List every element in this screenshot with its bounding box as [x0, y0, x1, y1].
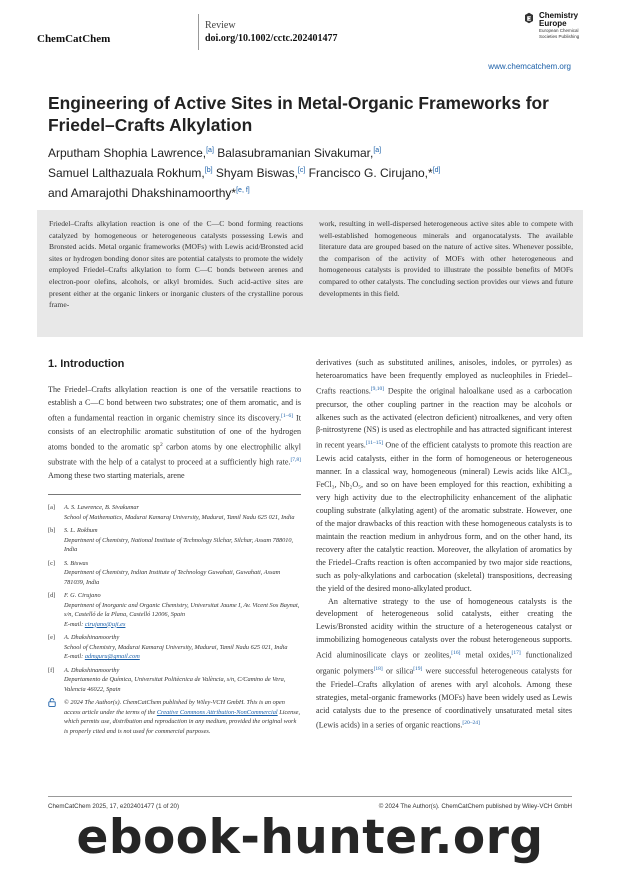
abstract-box: [37, 210, 583, 337]
abstract-left-column: Friedel–Crafts alkylation reaction is one of the C—C bond forming reactions catalyzed by homogeneous or heterogeneous catalysts possessing Lewis and Bronsted acids. Metal organic frameworks (MOFs) with Lewis acid/Bronsted acid sites or hydrogen bonding donor sites are potential catalysts to promote the widely employed Friedel–Crafts alkylation to form C—C bonds between arenes and electron-poor olefins, alcohols, or alkyl bromides. Such acid-active sites are present either at the organic linkers or inorganic clusters of the crystalline porous frame-: [49, 219, 303, 310]
affiliation-marker[interactable]: [a]: [373, 147, 382, 154]
affiliation-marker[interactable]: [a]: [206, 147, 214, 154]
text-run: Despite the original haloalkane used as a carbocation precursor, the other coupling partner in the reaction may be alcohols or alkenes such as the activated (electron deficient) nitroalkenes, and very often β-nitrostyrene (NS) is used as electrophile and has attracted significant interest in recent years.: [316, 386, 573, 451]
license-text: © 2024 The Author(s). ChemCatChem published by Wiley-VCH GmbH. This is an open access article under the terms of the: [64, 699, 285, 716]
affiliation-marker[interactable]: [c]: [297, 167, 306, 174]
affiliation-marker[interactable]: [e, f]: [236, 187, 250, 194]
affiliation-names: A. S. Lawrence, B. Sivakumar: [64, 504, 139, 511]
citation-link[interactable]: [17]: [511, 650, 521, 657]
text-run: One of the efficient catalysts to promote this reaction are Lewis acid catalysts, either in the form of homogeneous or heterogeneous manner. In a classical way, homogeneous (mineral) Lewis acids like AlCl₃, FeCl₃, Nb₂O₅, and so on have been employed for this reaction, exhibiting a very high activity due to the electrophilicity enhancement of the aliphatic coupling substrate (alkylating agent) of the aromatic substrate. However, one of the major drawbacks of this reaction with these homogeneous catalysts is to maintain the reaction medium in anhydrous form, and on the other hand, its recovery after the catalytic reaction. Moreover, the alkylation of aromatics by the Friedel–Crafts reaction is often accompanied by two major side reactions, such as poly-alkylations and carbocation (skeletal) transpositions, decreasing the yield of the desired mono-alkylated product.: [316, 441, 572, 593]
text-run: or silica: [382, 666, 414, 676]
email-link[interactable]: cirujano@uji.es: [84, 620, 126, 628]
affiliation-names: S. Biswas: [64, 559, 89, 567]
article-type: Review: [205, 20, 236, 31]
text-run: The Friedel–Crafts alkylation reaction is one of the versatile reactions to establish a C—C bond between two substrates; one of them aromatic, and is often a fundamental reaction in organic chemistry since its discovery.: [48, 385, 301, 423]
citation-link[interactable]: [1–6]: [281, 412, 294, 419]
author-name: Samuel Lalthazuala Rokhum,: [48, 166, 205, 180]
text-run: were successful heterogeneous catalysts for the Friedel–Crafts alkylation of arenes with aryl alcohols. Among these strategies, metal-organic frameworks (MOFs) have been widely used as Lewis acid catalysts due to the presence of coordinatively unsaturated metal sites (Lewis acids) in a series of organic reactions.: [316, 666, 572, 731]
journal-website-link[interactable]: www.chemcatchem.org: [488, 62, 571, 71]
author-name: Francisco G. Cirujano,*: [305, 166, 433, 180]
affiliation-marker[interactable]: [b]: [204, 167, 213, 174]
author-name: Balasubramanian Sivakumar,: [213, 146, 374, 160]
body-left-column: [48, 384, 301, 483]
publisher-name: Chemistry: [539, 11, 579, 20]
section-heading-introduction: 1. Introduction: [48, 358, 125, 370]
affiliation-tag: [d]: [48, 592, 56, 599]
publisher-subtitle: European Chemical: [539, 28, 579, 33]
affiliation-names: A. Dhakshinamoorthy: [64, 634, 120, 641]
affiliation-dept: Departamento de Química, Universitat Politècnica de València, s/n, C/Camino de Vera, Valencia 46022, Spain: [64, 676, 286, 693]
citation-link[interactable]: [16]: [451, 650, 461, 657]
affiliation-dept: School of Chemistry, Madurai Kamaraj University, Madurai, Tamil Nadu 625 021, India: [64, 643, 288, 651]
affiliation-item: [48, 559, 301, 588]
affiliation-tag: [f]: [48, 666, 55, 674]
doi-link[interactable]: doi.org/10.1002/cctc.202401477: [205, 33, 338, 44]
open-access-icon: [48, 698, 64, 736]
affiliation-dept: Department of Chemistry, National Institute of Technology Silchar, Silchar, Assam 788010, India: [64, 536, 294, 553]
affiliation-divider: [48, 494, 301, 495]
text-run: It consists of an electrophilic aromatic substitution of one of the hydrogen atoms bonded to the aromatic sp: [48, 413, 302, 452]
affiliation-names: F. G. Cirujano: [64, 592, 101, 599]
footer-copyright: © 2024 The Author(s). ChemCatChem published by Wiley-VCH GmbH: [378, 803, 572, 810]
author-list: [48, 142, 588, 202]
citation-link[interactable]: [20–24]: [462, 720, 480, 727]
affiliation-tag: [b]: [48, 527, 56, 534]
affiliation-item: [48, 591, 301, 629]
journal-name: ChemCatChem: [37, 33, 111, 45]
publisher-name-line2: Europe: [539, 19, 567, 28]
paragraph: [48, 384, 301, 483]
paragraph: [316, 357, 572, 596]
affiliation-tag: [c]: [48, 559, 55, 567]
text-run: functionalized organic polymers: [316, 651, 572, 676]
footer-divider: [48, 796, 572, 797]
email-label: E-mail:: [64, 653, 85, 660]
affiliation-dept: Department of Chemistry, Indian Institute of Technology Guwahati, Guwahati, Assam 781039, India: [64, 569, 281, 586]
affiliation-names: A. Dhakshinamoorthy: [64, 666, 120, 674]
header-divider: [198, 14, 199, 50]
watermark: ebook-hunter.org: [76, 810, 544, 865]
citation-link[interactable]: [9,10]: [370, 385, 385, 392]
affiliation-tag: [e]: [48, 634, 55, 641]
author-name: Shyam Biswas,: [212, 166, 298, 180]
email-link[interactable]: admguru@gmail.com: [84, 653, 140, 660]
publisher-subtitle-line2: Societies Publishing: [539, 33, 580, 39]
affiliation-item: [48, 526, 301, 555]
text-run: carbon atoms by one electrophilic alkyl substrate with the help of a catalyst to proceed at a sufficiently high rate.: [48, 442, 301, 467]
text-run: metal oxides,: [460, 651, 512, 661]
email-label: E-mail:: [64, 620, 85, 628]
license-link[interactable]: Creative Commons Attribution-NonCommercial: [156, 708, 278, 716]
affiliation-item: [48, 633, 301, 662]
license-text-end: License, which permits use, distribution and reproduction in any medium, provided the original work is properly cited and is not used for commercial purposes.: [64, 708, 301, 735]
affiliation-dept: Department of Inorganic and Organic Chemistry, Universitat Jaume I, Av. Vicent Sos Baynat, s/n, Castelló de la Plana, Castelló 12006, Spain: [64, 601, 300, 618]
superscript: 2: [159, 441, 163, 448]
affiliation-dept: School of Mathematics, Madurai Kamaraj University, Madurai, Tamil Nadu 625 021, India: [64, 513, 295, 521]
text-run: Among these two starting materials, arene: [48, 470, 185, 480]
citation-link[interactable]: [19]: [413, 665, 423, 672]
paragraph: [316, 596, 572, 734]
affiliations: [48, 503, 301, 736]
publisher-logo[interactable]: [524, 12, 594, 39]
affiliation-tag: [a]: [48, 504, 55, 511]
text-run: An alternative strategy to the use of homogeneous catalysts is the development of heterogeneous solid catalysts, either creating the Lewis/Bronsted acidity within the structure of a heterogeneous catalyst or immobilizing homogeneous catalysts over the robust heterogeneous supports. Acid aluminosilicate clays or zeolites,: [316, 596, 572, 661]
body-right-column: [316, 357, 572, 733]
citation-link[interactable]: [11–15]: [365, 440, 384, 447]
affiliation-item: [48, 666, 301, 695]
text-run: derivatives (such as substituted anilines, anisoles, indoles, or pyrroles) as heteroaromatics have been frequently employed as nucleophiles in Friedel–Crafts reactions.: [316, 358, 572, 396]
author-name: Arputham Shophia Lawrence,: [48, 146, 207, 160]
footer-citation: ChemCatChem 2025, 17, e202401477 (1 of 20): [48, 803, 180, 810]
affiliation-names: S. L. Rokhum: [64, 527, 98, 534]
article-title: Engineering of Active Sites in Metal-Organic Frameworks for Friedel–Crafts Alkylation: [48, 93, 549, 135]
citation-link[interactable]: [7,8]: [290, 457, 301, 464]
abstract-right-column: work, resulting in well-dispersed heterogeneous active sites able to compete with well-established homogeneous minerals and organocatalysts. The available literature data are grouped based on the nature of active sites. Whenever possible, the comparison of the activity of MOFs with other heterogeneous and homogeneous catalysts is provided to illustrate the possible benefits of MOFs compared to other catalysts. The concluding section provides our views and future developments in this field.: [319, 219, 573, 298]
author-name: and Amarajothi Dhakshinamoorthy*: [48, 186, 237, 200]
chemistry-europe-logo-icon: [524, 12, 534, 24]
affiliation-marker[interactable]: [d]: [432, 167, 441, 174]
citation-link[interactable]: [18]: [373, 665, 383, 672]
affiliation-item: [48, 503, 301, 522]
license-notice: [48, 698, 301, 736]
